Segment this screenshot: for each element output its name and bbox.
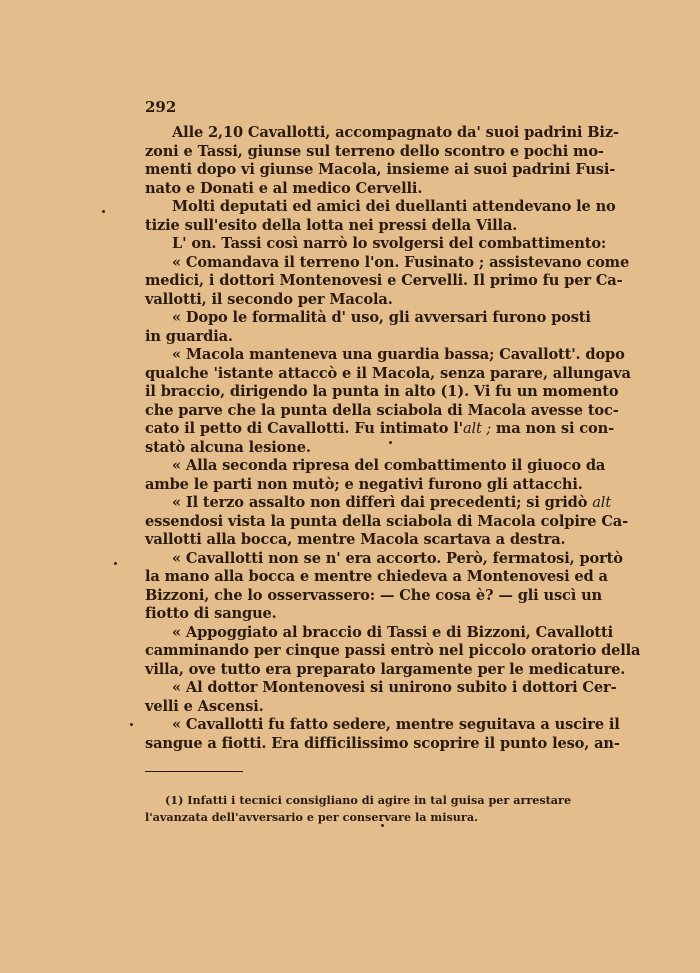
text-line: sangue a fiotti. Era difficilissimo scoprire il punto leso, an- xyxy=(145,734,620,752)
text-line: tizie sull'esito della lotta nei pressi della Villa. xyxy=(145,216,518,234)
text-line: Molti deputati ed amici dei duellanti attendevano le no xyxy=(172,198,616,215)
text-line: « Macola manteneva una guardia bassa; Cavallott'. dopo xyxy=(172,346,625,363)
text-line: camminando per cinque passi entrò nel piccolo oratorio della xyxy=(145,642,641,659)
text-line: velli e Ascensi. xyxy=(145,697,264,715)
text-line: « Al dottor Montenovesi si unirono subito i dottori Cer- xyxy=(172,679,617,696)
text-line: villa, ove tutto era preparato largamente per le medicature. xyxy=(145,660,626,678)
text-line: vallotti, il secondo per Macola. xyxy=(145,290,393,308)
text-line: ambe le parti non mutò; e negativi furono gli attacchi. xyxy=(145,475,583,493)
text-line: essendosi vista la punta della sciabola di Macola colpire Ca- xyxy=(145,512,629,530)
text-line: il braccio, dirigendo la punta in alto (1). Vi fu un momento xyxy=(145,383,619,400)
text-line: « Il terzo assalto non differì dai precedenti; si gridò alt xyxy=(172,494,612,511)
page-number: 292 xyxy=(145,98,177,116)
italic-term: alt xyxy=(592,494,612,511)
text-line: qualche 'istante attaccò e il Macola, senza parare, allungava xyxy=(145,364,631,382)
text-line: « Dopo le formalità d' uso, gli avversari furono posti xyxy=(172,309,591,326)
text-line: « Cavallotti non se n' era accorto. Però, fermatosi, portò xyxy=(172,549,623,567)
scan-speck xyxy=(130,723,133,726)
text-line: fiotto di sangue. xyxy=(145,605,277,622)
footnote-line: l'avanzata dell'avversario e per conservare la misura. xyxy=(145,809,478,824)
text-line: cato il petto di Cavallotti. Fu intimato l'alt ; ma non si con- xyxy=(145,420,614,437)
scan-speck xyxy=(389,441,392,444)
text-line: medici, i dottori Montenovesi e Cervelli. Il primo fu per Ca- xyxy=(145,272,623,289)
text-line: in guardia. xyxy=(145,327,233,345)
text-line: zoni e Tassi, giunse sul terreno dello scontro e pochi mo- xyxy=(145,142,604,160)
text-line: « Comandava il terreno l'on. Fusinato ; assistevano come xyxy=(172,253,630,271)
text-line: nato e Donati e al medico Cervelli. xyxy=(145,179,423,197)
footnote-line: (1) Infatti i tecnici consigliano di agire in tal guisa per arrestare xyxy=(165,793,572,807)
text-line: che parve che la punta della sciabola di Macola avesse toc- xyxy=(145,401,619,419)
text-line: L' on. Tassi così narrò lo svolgersi del combattimento: xyxy=(172,235,607,252)
text-line: vallotti alla bocca, mentre Macola scartava a destra. xyxy=(145,531,566,548)
scan-speck xyxy=(114,562,117,565)
text-line: « Cavallotti fu fatto sedere, mentre seguitava a uscire il xyxy=(172,716,620,733)
text-line: « Alla seconda ripresa del combattimento il giuoco da xyxy=(172,457,606,474)
footnote-divider xyxy=(145,771,243,772)
text-line: Bizzoni, che lo osservassero: — Che cosa è? — gli uscì un xyxy=(145,586,603,604)
scan-speck xyxy=(102,210,105,213)
italic-term: alt ; xyxy=(462,420,491,437)
text-line: Alle 2,10 Cavallotti, accompagnato da' suoi padrini Biz- xyxy=(172,124,619,141)
scan-speck xyxy=(381,824,384,827)
text-line: statò alcuna lesione. xyxy=(145,438,311,456)
text-line: menti dopo vi giunse Macola, insieme ai suoi padrini Fusi- xyxy=(145,161,616,178)
footnote xyxy=(145,792,572,825)
text-line: « Appoggiato al braccio di Tassi e di Bizzoni, Cavallotti xyxy=(172,623,613,641)
body-text xyxy=(145,124,641,753)
text-line: la mano alla bocca e mentre chiedeva a Montenovesi ed a xyxy=(145,568,608,585)
